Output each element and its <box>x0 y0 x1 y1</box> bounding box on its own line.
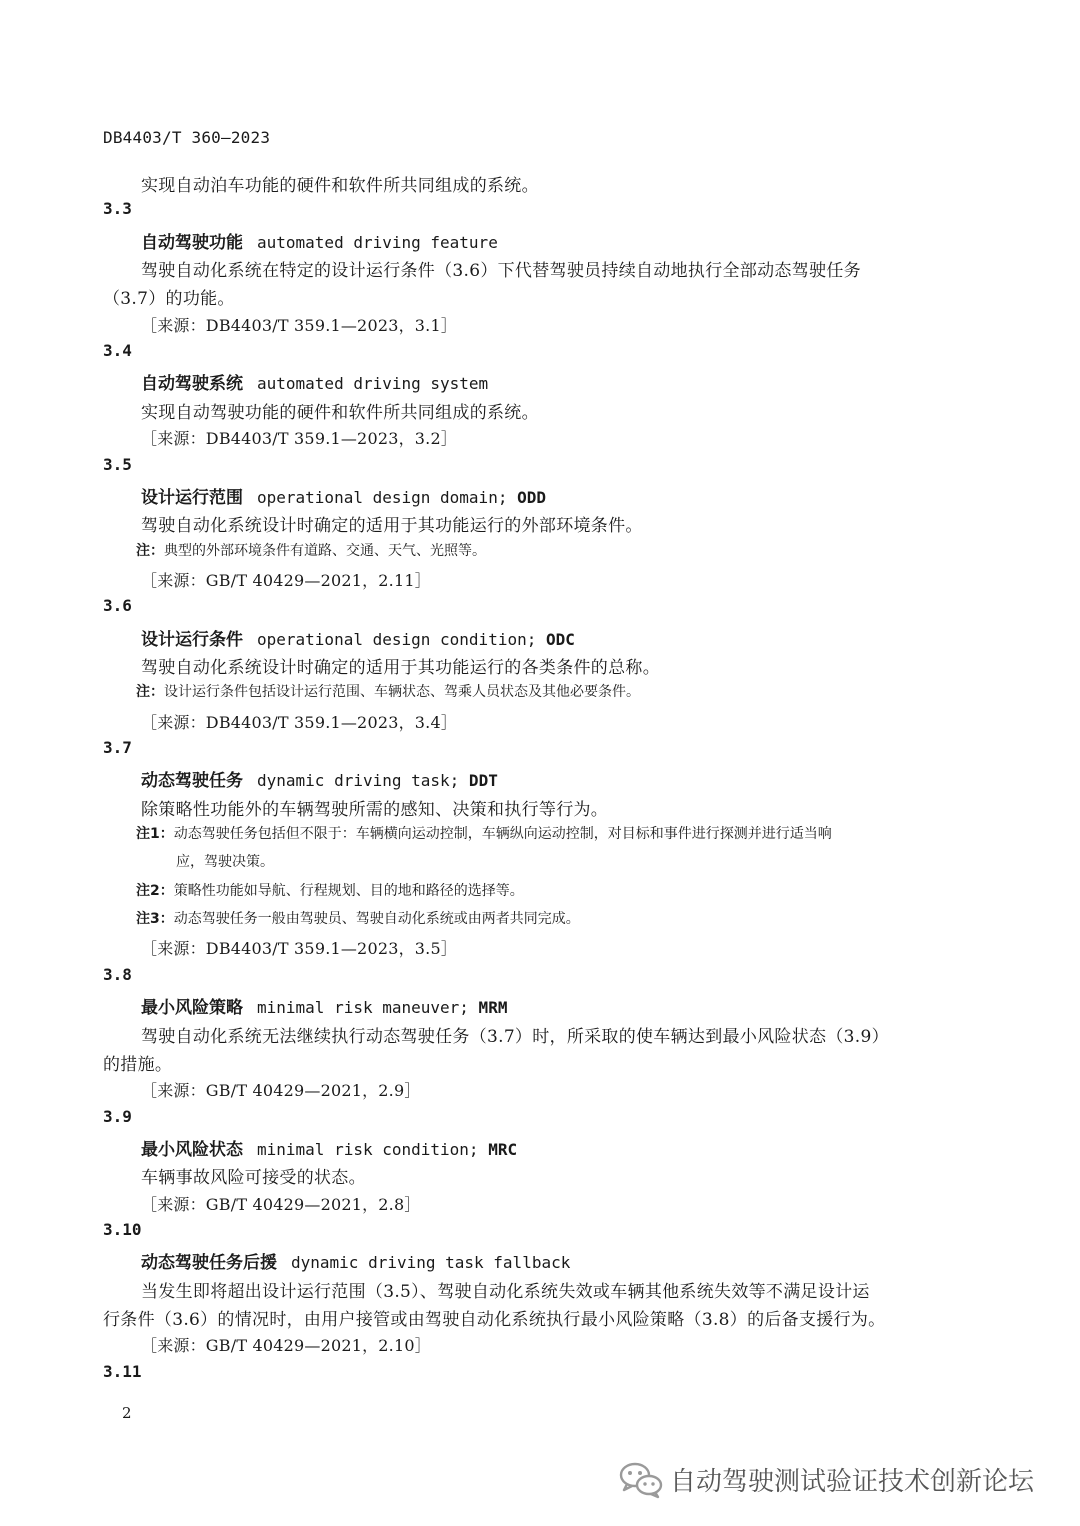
term-chinese: 自动驾驶功能 <box>141 232 243 253</box>
source-reference: ［来源：GB/T 40429—2021，2.11］ <box>141 570 431 590</box>
note-label: 注3： <box>136 911 174 928</box>
term-english: operational design condition; <box>257 629 537 649</box>
term-heading <box>141 993 507 1018</box>
note-body: 动态驾驶任务包括但不限于：车辆横向运动控制，车辆纵向运动控制，对目标和事件进行探测并进行适当响 <box>173 826 832 843</box>
note-body: 典型的外部环境条件有道路、交通、天气、光照等。 <box>164 542 486 559</box>
term-abbreviation: ODD <box>507 487 546 507</box>
clause-number: 3.7 <box>103 738 132 757</box>
term-english: automated driving feature <box>257 232 498 252</box>
term-english: minimal risk maneuver; <box>257 998 469 1018</box>
term-heading <box>141 228 498 253</box>
watermark-text: 自动驾驶测试验证技术创新论坛 <box>670 1466 1035 1497</box>
note-label: 注2： <box>136 882 174 899</box>
term-chinese: 最小风险状态 <box>141 1139 243 1160</box>
definition-continuation: 的措施。 <box>103 1054 173 1075</box>
definition-text: 除策略性功能外的车辆驾驶所需的感知、决策和执行等行为。 <box>141 799 609 820</box>
clause-number: 3.8 <box>103 964 132 984</box>
term-english: minimal risk condition; <box>257 1139 479 1159</box>
note-text <box>136 880 524 900</box>
term-heading <box>141 1135 517 1160</box>
clause-number: 3.10 <box>103 1219 142 1239</box>
document-header: DB4403/T 360—2023 <box>103 128 271 147</box>
note-label: 注1： <box>136 826 174 843</box>
definition-text: 驾驶自动化系统在特定的设计运行条件（3.6）下代替驾驶员持续自动地执行全部动态驾驶任务 <box>141 261 861 282</box>
term-chinese: 最小风险策略 <box>141 998 243 1019</box>
term-english: dynamic driving task fallback <box>291 1253 571 1273</box>
term-abbreviation: MRM <box>468 998 508 1018</box>
note-continuation: 应，驾驶决策。 <box>176 854 274 871</box>
definition-text: 驾驶自动化系统设计时确定的适用于其功能运行的外部环境条件。 <box>141 516 643 537</box>
term-heading <box>141 369 488 394</box>
clause-number: 3.4 <box>103 341 132 361</box>
note-body: 设计运行条件包括设计运行范围、车辆状态、驾乘人员状态及其他必要条件。 <box>164 684 640 701</box>
definition-text: 实现自动泊车功能的硬件和软件所共同组成的系统。 <box>141 176 539 196</box>
definition-text: 驾驶自动化系统设计时确定的适用于其功能运行的各类条件的总称。 <box>141 657 660 678</box>
source-reference: ［来源：DB4403/T 359.1—2023，3.5］ <box>141 939 458 959</box>
wechat-icon <box>618 1459 664 1499</box>
definition-text: 实现自动驾驶功能的硬件和软件所共同组成的系统。 <box>141 402 539 423</box>
term-english: automated driving system <box>257 374 489 394</box>
clause-number: 3.6 <box>103 596 132 616</box>
note-text <box>136 681 640 701</box>
source-reference: ［来源：GB/T 40429—2021，2.8］ <box>141 1194 421 1214</box>
term-abbreviation: MRC <box>478 1139 518 1159</box>
source-reference: ［来源：GB/T 40429—2021，2.9］ <box>141 1081 421 1101</box>
watermark <box>618 1459 1034 1499</box>
definition-continuation: （3.7）的功能。 <box>103 289 235 310</box>
note-text <box>136 540 486 560</box>
term-chinese: 自动驾驶系统 <box>141 374 243 395</box>
note-body: 动态驾驶任务一般由驾驶员、驾驶自动化系统或由两者共同完成。 <box>173 911 580 928</box>
term-heading <box>141 1248 570 1273</box>
term-chinese: 设计运行范围 <box>141 487 243 508</box>
definition-text: 车辆事故风险可接受的状态。 <box>141 1168 366 1189</box>
definition-text: 当发生即将超出设计运行范围（3.5）、驾驶自动化系统失效或车辆其他系统失效等不满足设计运 <box>141 1281 870 1302</box>
term-chinese: 动态驾驶任务后援 <box>141 1253 277 1274</box>
source-reference: ［来源：DB4403/T 359.1—2023，3.4］ <box>141 712 458 732</box>
term-abbreviation: DDT <box>459 771 498 791</box>
clause-number: 3.11 <box>103 1361 142 1381</box>
clause-number: 3.5 <box>103 454 132 474</box>
term-english: dynamic driving task; <box>257 771 460 791</box>
clause-number: 3.3 <box>103 199 132 219</box>
note-label: 注： <box>136 542 164 559</box>
page-number: 2 <box>122 1404 132 1422</box>
term-english: operational design domain; <box>257 487 508 507</box>
term-heading <box>141 625 575 650</box>
note-label: 注： <box>136 684 164 701</box>
term-abbreviation: ODC <box>536 629 575 649</box>
definition-text: 驾驶自动化系统无法继续执行动态驾驶任务（3.7）时，所采取的使车辆达到最小风险状态（3.9） <box>141 1026 889 1047</box>
note-body: 策略性功能如导航、行程规划、目的地和路径的选择等。 <box>173 882 524 899</box>
source-reference: ［来源：DB4403/T 359.1—2023，3.1］ <box>141 315 458 335</box>
definition-continuation: 行条件（3.6）的情况时，由用户接管或由驾驶自动化系统执行最小风险策略（3.8）的后备支援行为。 <box>103 1310 886 1330</box>
source-reference: ［来源：DB4403/T 359.1—2023，3.2］ <box>141 429 458 449</box>
term-heading <box>141 483 546 508</box>
term-chinese: 动态驾驶任务 <box>141 771 243 792</box>
note-text <box>136 908 580 928</box>
note-text <box>136 823 832 843</box>
term-heading <box>141 766 498 791</box>
source-reference: ［来源：GB/T 40429—2021，2.10］ <box>141 1336 431 1356</box>
term-chinese: 设计运行条件 <box>141 629 243 650</box>
clause-number: 3.9 <box>103 1106 132 1126</box>
